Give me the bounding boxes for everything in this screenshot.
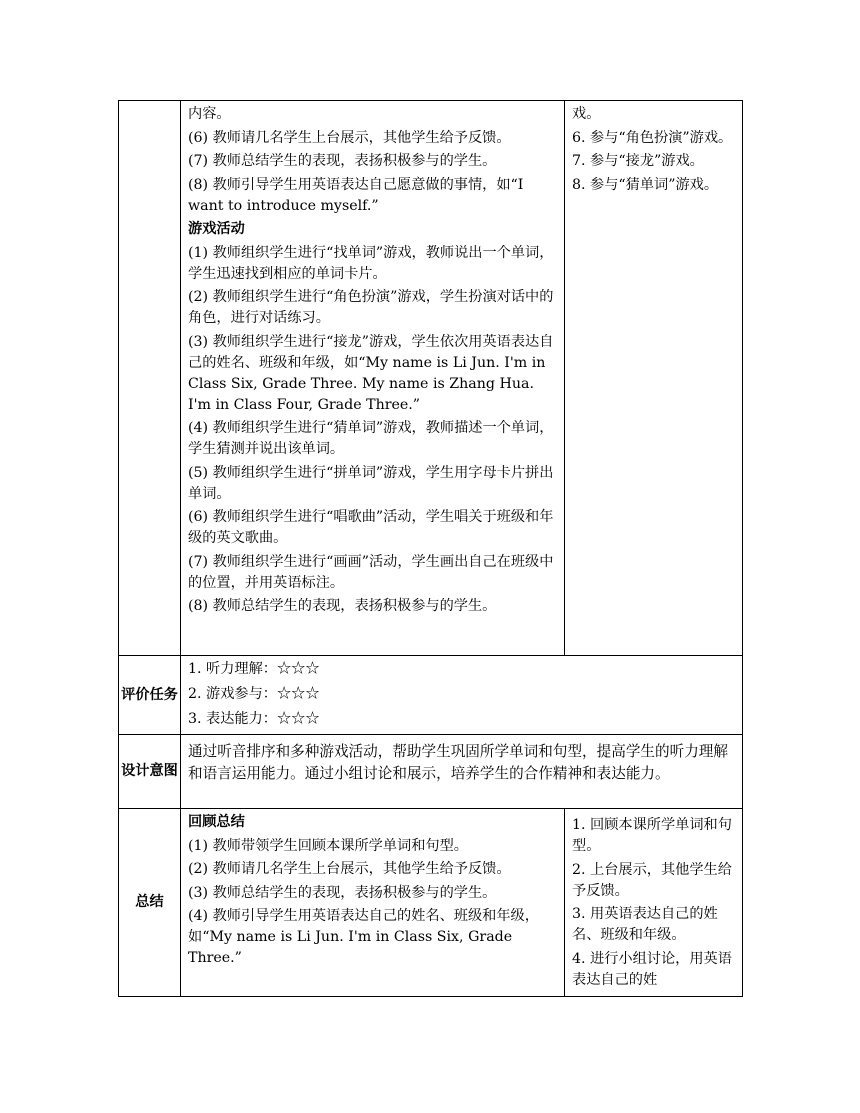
design-intent-content-cell [181, 735, 743, 809]
game-item: (4) 教师组织学生进行“猜单词”游戏，教师描述一个单词，学生猜测并说出该单词。 [188, 420, 554, 457]
activity-student-cell [565, 101, 743, 656]
teacher-item: 内容。 [188, 106, 231, 122]
summary-heading: 回顾总结 [188, 814, 245, 830]
summary-student-item: 4. 进行小组讨论，用英语表达自己的姓 [572, 950, 732, 988]
game-item: (3) 教师组织学生进行“接龙”游戏，学生依次用英语表达自己的姓名、班级和年级，如“My name is Li Jun. I'm in Class Six, Grade Three. My name is Zhang Hua. I'm in Class Four, Grade Three.” [188, 333, 554, 413]
game-item: (7) 教师组织学生进行“画画”活动，学生画出自己在班级中的位置，并用英语标注。 [188, 553, 554, 591]
summary-student-item: 3. 用英语表达自己的姓名、班级和年级。 [572, 906, 718, 943]
summary-row [119, 809, 743, 997]
teacher-item: (6) 教师请几名学生上台展示，其他学生给予反馈。 [188, 129, 511, 146]
summary-teacher-item: (2) 教师请几名学生上台展示，其他学生给予反馈。 [188, 861, 511, 877]
evaluation-item: 3. 表达能力：☆☆☆ [188, 711, 320, 727]
game-item: (1) 教师组织学生进行“找单词”游戏，教师说出一个单词，学生迅速找到相应的单词卡片。 [188, 244, 554, 282]
summary-label: 总结 [119, 809, 181, 997]
summary-teacher-item: (4) 教师引导学生用英语表达自己的姓名、班级和年级，如“My name is Li Jun. I'm in Class Six, Grade Three.” [188, 908, 539, 966]
activity-teacher-cell [181, 101, 565, 656]
design-intent-row [119, 735, 743, 809]
teacher-item: (7) 教师总结学生的表现，表扬积极参与的学生。 [188, 153, 497, 169]
game-item: (6) 教师组织学生进行“唱歌曲”活动，学生唱关于班级和年级的英文歌曲。 [188, 509, 554, 546]
game-item: (5) 教师组织学生进行“拼单词”游戏，学生用字母卡片拼出单词。 [188, 464, 554, 502]
game-item: (2) 教师组织学生进行“角色扮演”游戏，学生扮演对话中的角色，进行对话练习。 [188, 289, 554, 326]
evaluation-item: 1. 听力理解：☆☆☆ [188, 661, 320, 677]
activity-row [119, 101, 743, 656]
student-item: 8. 参与“猜单词”游戏。 [572, 176, 719, 193]
lesson-plan-table [118, 100, 743, 997]
student-item: 戏。 [572, 106, 601, 122]
game-item: (8) 教师总结学生的表现，表扬积极参与的学生。 [188, 598, 497, 614]
evaluation-item: 2. 游戏参与：☆☆☆ [188, 686, 320, 702]
design-intent-text: 通过听音排序和多种游戏活动，帮助学生巩固所学单词和句型，提高学生的听力理解和语言运用能力。通过小组讨论和展示，培养学生的合作精神和表达能力。 [188, 743, 728, 782]
evaluation-label: 评价任务 [119, 656, 181, 735]
summary-teacher-item: (1) 教师带领学生回顾本课所学单词和句型。 [188, 837, 468, 854]
evaluation-row [119, 656, 743, 735]
summary-teacher-item: (3) 教师总结学生的表现，表扬积极参与的学生。 [188, 884, 497, 901]
game-activity-heading: 游戏活动 [188, 221, 245, 237]
evaluation-content-cell [181, 656, 743, 735]
summary-student-item: 1. 回顾本课所学单词和句型。 [572, 817, 732, 854]
student-item: 7. 参与“接龙”游戏。 [572, 153, 704, 169]
student-item: 6. 参与“角色扮演”游戏。 [572, 129, 733, 146]
design-intent-label: 设计意图 [119, 735, 181, 809]
summary-teacher-cell [181, 809, 565, 997]
activity-label-cell [119, 101, 181, 656]
teacher-item: (8) 教师引导学生用英语表达自己愿意做的事情，如“I want to introduce myself.” [188, 176, 524, 214]
summary-student-cell [565, 809, 743, 997]
summary-student-item: 2. 上台展示，其他学生给予反馈。 [572, 861, 732, 899]
